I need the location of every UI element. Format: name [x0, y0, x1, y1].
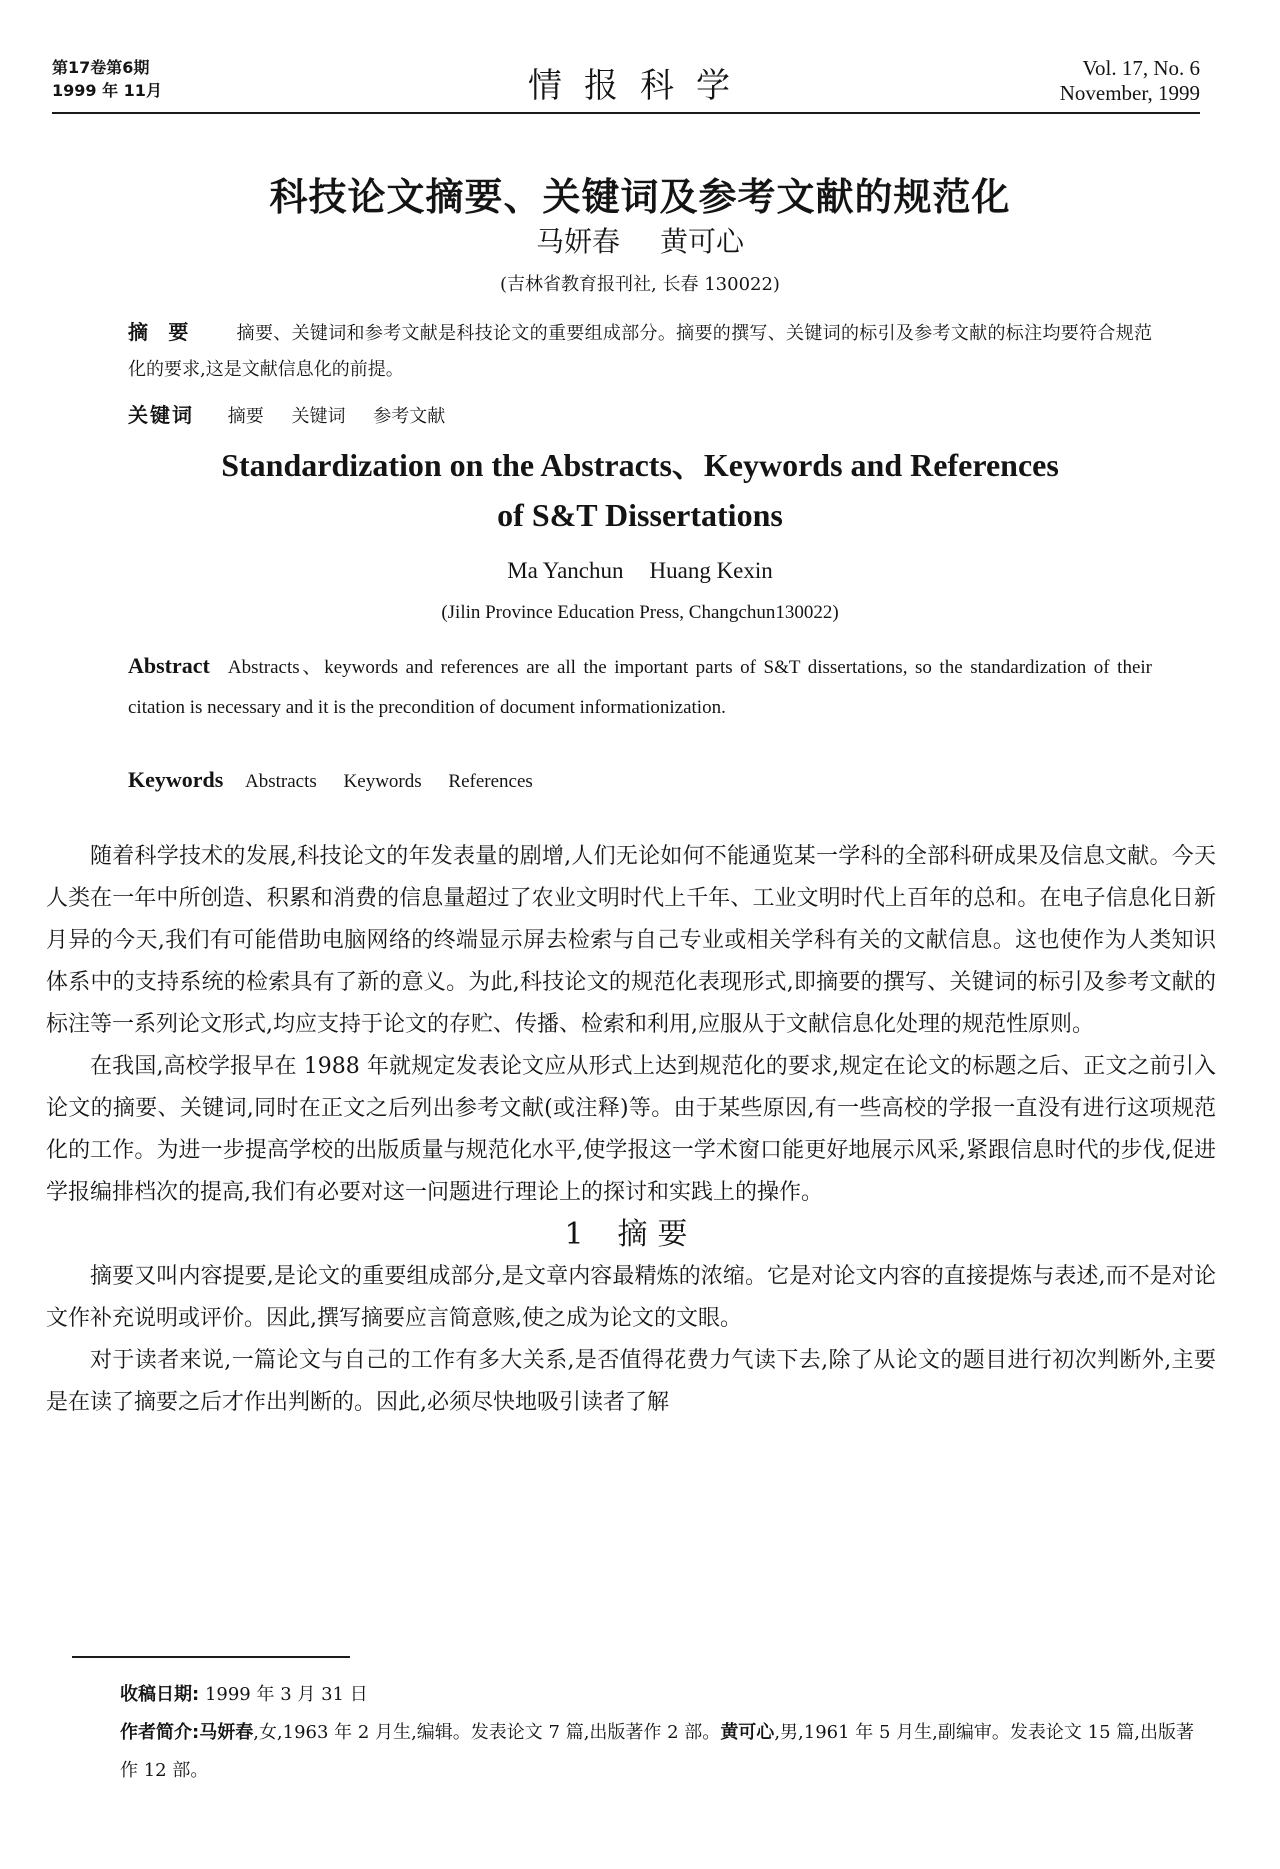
abstract-cn-text: 摘要、关键词和参考文献是科技论文的重要组成部分。摘要的撰写、关键词的标引及参考文献的标注均要符合规范化的要求,这是文献信息化的前提。 — [128, 323, 1153, 380]
footnote-received-date: 1999 年 3 月 31 日 — [204, 1684, 368, 1705]
authors-cn — [0, 220, 1280, 260]
body-paragraph: 随着科学技术的发展,科技论文的年发表量的剧增,人们无论如何不能通览某一学科的全部科研成果及信息文献。今天人类在一年中所创造、积累和消费的信息量超过了农业文明时代上千年、工业文明时代上百年的总和。在电子信息化日新月异的今天,我们有可能借助电脑网络的终端显示屏去检索与自己专业或相关学科有关的文献信息。这也使作为人类知识体系中的支持系统的检索具有了新的意义。为此,科技论文的规范化表现形式,即摘要的撰写、关键词的标引及参考文献的标注等一系列论文形式,均应支持于论文的存贮、传播、检索和利用,应服从于文献信息化处理的规范性原则。 — [46, 844, 1216, 1037]
authors-en — [0, 558, 1280, 584]
section-number: 1 — [564, 1217, 594, 1252]
body-paragraph: 对于读者来说,一篇论文与自己的工作有多大关系,是否值得花费力气读下去,除了从论文的题目进行初次判断外,主要是在读了摘要之后才作出判断的。因此,必须尽快地吸引读者了解 — [46, 1348, 1216, 1415]
header-date-cn: 1999 年 11月 — [52, 81, 162, 101]
author-cn: 黄可心 — [660, 225, 745, 258]
paper-title-cn: 科技论文摘要、关键词及参考文献的规范化 — [269, 175, 1011, 219]
keywords-en-label: Keywords — [128, 767, 224, 792]
footnote-author-name: 黄可心 — [720, 1722, 775, 1743]
footnote-bio-label: 作者简介: — [120, 1722, 200, 1743]
footnote-received — [120, 1676, 1204, 1714]
journal-name: 情报科学 — [528, 66, 752, 106]
section-heading — [46, 1214, 1216, 1256]
header-date-en: November, 1999 — [1059, 81, 1200, 106]
abstract-en — [128, 646, 1152, 728]
body-paragraph: 在我国,高校学报早在 1988 年就规定发表论文应从形式上达到规范化的要求,规定在论文的标题之后、正文之前引入论文的摘要、关键词,同时在正文之后列出参考文献(或注释)等。由于某些原因,有一些高校的学报一直没有进行这项规范化的工作。为进一步提高学校的出版质量与规范化水平,使学报这一学术窗口能更好地展示风采,紧跟信息时代的步伐,促进学报编排档次的提高,我们有必要对这一问题进行理论上的探讨和实践上的操作。 — [46, 1054, 1216, 1205]
paper-body — [46, 836, 1216, 1424]
header-issue-en — [1060, 56, 1200, 106]
abstract-en-label: Abstract — [128, 653, 210, 678]
keyword-en: Abstracts — [245, 771, 317, 792]
footnote-author-info: ,男,1961 年 5 月生,副编审。发表论文 15 篇,出版著作 12 部。 — [120, 1722, 1194, 1781]
header-volume-cn: 第17卷第6期 — [52, 58, 150, 77]
author-en: Ma Yanchun — [507, 558, 624, 583]
abstract-cn — [128, 314, 1152, 388]
affiliation-en: (Jilin Province Education Press, Changchun130022) — [441, 602, 839, 623]
header-rule — [52, 112, 1200, 114]
keywords-cn-label: 关键词 — [128, 403, 194, 427]
footnote-rule — [72, 1656, 350, 1658]
footnote — [120, 1676, 1204, 1790]
paper-title-en — [0, 440, 1280, 540]
section-title: 摘要 — [617, 1217, 698, 1252]
author-cn: 马妍春 — [535, 225, 620, 258]
footnote-received-label: 收稿日期: — [120, 1684, 200, 1705]
abstract-cn-label: 摘要 — [128, 320, 209, 344]
keyword-en: References — [448, 771, 533, 792]
keyword-en: Keywords — [343, 771, 422, 792]
affiliation-cn: (吉林省教育报刊社, 长春 130022) — [500, 274, 780, 295]
keyword-cn: 参考文献 — [373, 406, 446, 427]
footnote-bio — [0, 1714, 1204, 1790]
body-paragraph: 摘要又叫内容提要,是论文的重要组成部分,是文章内容最精炼的浓缩。它是对论文内容的直接提炼与表述,而不是对论文作补充说明或评价。因此,撰写摘要应言简意赅,使之成为论文的文眼。 — [46, 1264, 1216, 1331]
header-volume-en: Vol. 17, No. 6 — [1082, 56, 1200, 80]
keywords-en — [128, 760, 555, 802]
author-en: Huang Kexin — [649, 558, 773, 583]
abstract-en-text: Abstracts、keywords and references are all the important parts of S&T dissertations, so the standardization of their citation is necessary and it is the precondition of document informationization. — [128, 657, 1152, 718]
footnote-author-name: 马妍春 — [199, 1722, 254, 1743]
footnote-author-info: ,女,1963 年 2 月生,编辑。发表论文 7 篇,出版著作 2 部。 — [253, 1722, 721, 1743]
paper-title-en-line: Standardization on the Abstracts、Keywords and References — [221, 447, 1059, 483]
keyword-cn: 关键词 — [291, 406, 346, 427]
keywords-cn — [128, 398, 467, 434]
paper-title-en-line: of S&T Dissertations — [497, 497, 783, 533]
keyword-cn: 摘要 — [227, 406, 264, 427]
